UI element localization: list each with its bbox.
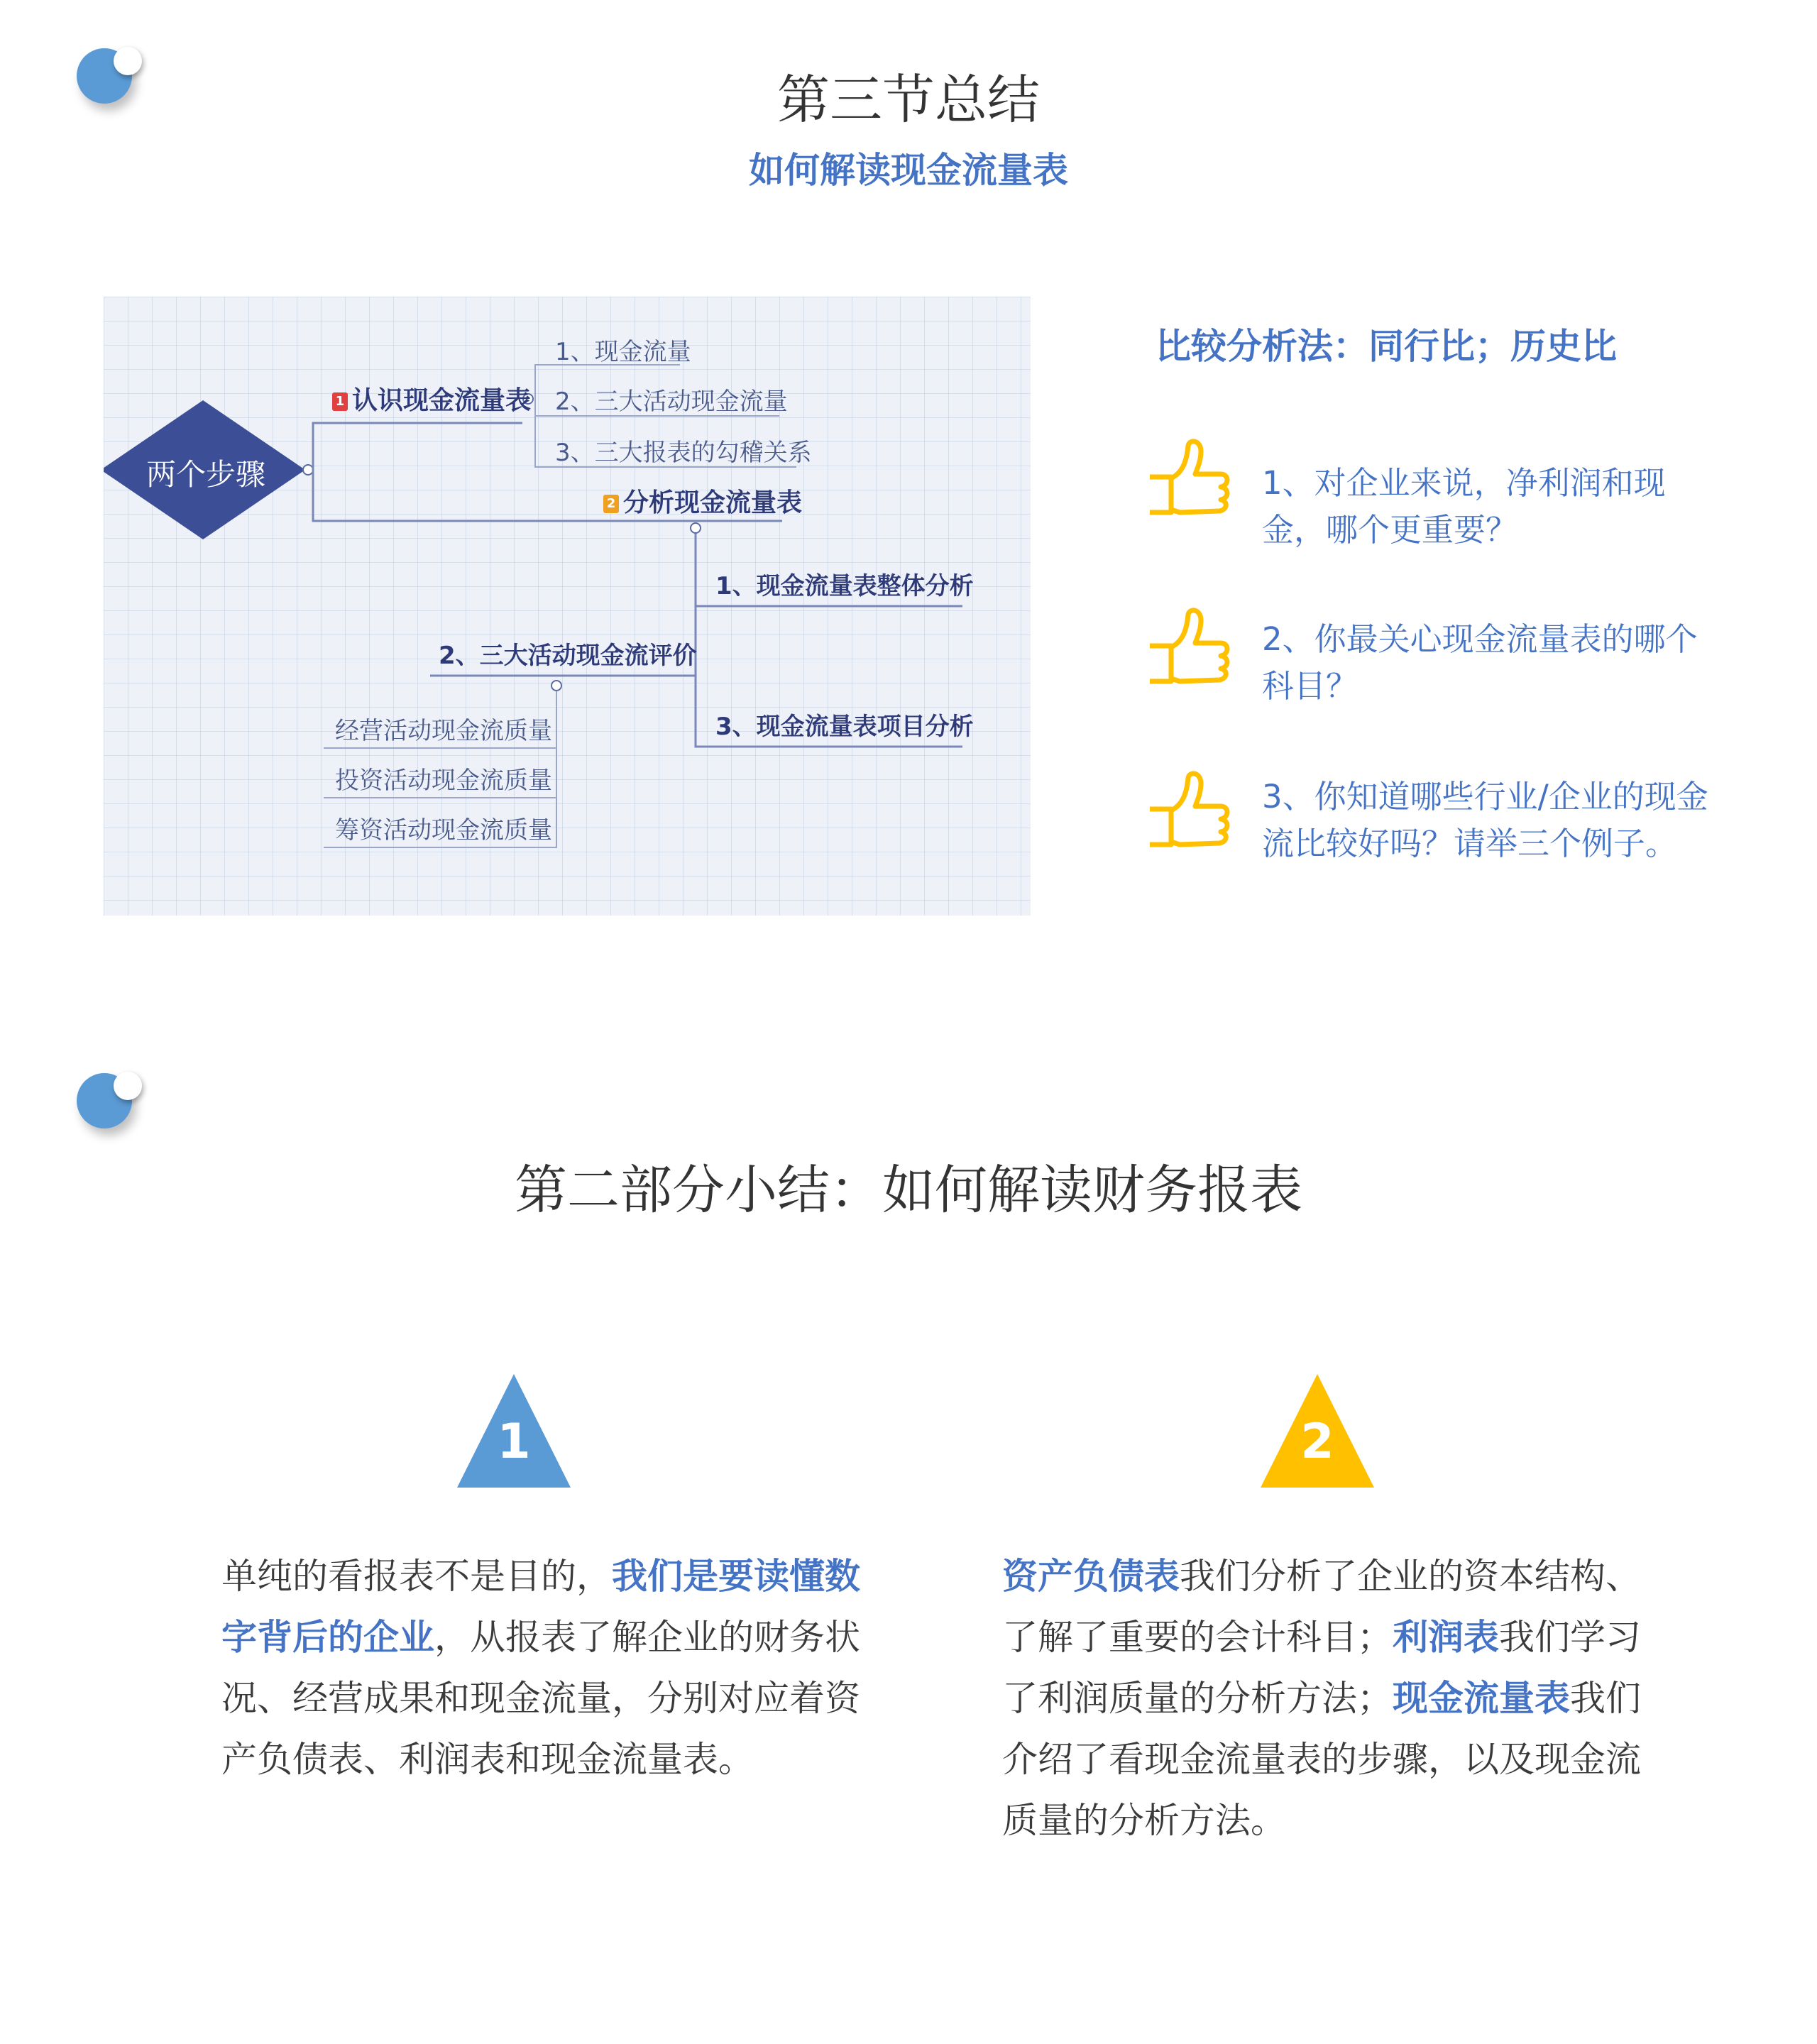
question-3: 3、你知道哪些行业/企业的现金流比较好吗？请举三个例子。 bbox=[1262, 778, 1708, 862]
branch2-sub-item: 投资活动现金流质量 bbox=[335, 766, 552, 795]
item1-number: 1 bbox=[497, 1414, 531, 1470]
branch2-item: 2、三大活动现金流评价 bbox=[439, 642, 697, 670]
summary-paragraph-2: 资产负债表我们分析了企业的资本结构、了解了重要的会计科目；利润表我们学习了利润质量的分析方法；现金流量表我们介绍了看现金流量表的步骤，以及现金流质量的分析方法。 bbox=[1002, 1556, 1641, 1841]
branch1-label: 1 认识现金流量表 bbox=[332, 380, 531, 417]
section1-subtitle: 如何解读现金流量表 bbox=[749, 150, 1068, 191]
item2-number: 2 bbox=[1300, 1414, 1334, 1470]
branch2-item: 3、现金流量表项目分析 bbox=[715, 713, 974, 741]
summary-paragraph-1: 单纯的看报表不是目的，我们是要读懂数字背后的企业，从报表了解企业的财务状况、经营成果和现金流量，分别对应着资产负债表、利润表和现金流量表。 bbox=[221, 1556, 860, 1780]
branch2-item: 1、现金流量表整体分析 bbox=[715, 572, 974, 600]
bubble-decoration-icon bbox=[77, 1073, 141, 1137]
branch1-item: 3、三大报表的勾稽关系 bbox=[555, 439, 812, 467]
branch1-item: 1、现金流量 bbox=[555, 338, 691, 366]
section1-title: 第三节总结 bbox=[777, 70, 1040, 131]
mind-map bbox=[104, 297, 1031, 916]
mind-map-center: 两个步骤 bbox=[146, 457, 266, 492]
compare-title: 比较分析法：同行比；历史比 bbox=[1155, 326, 1617, 367]
question-2: 2、你最关心现金流量表的哪个科目？ bbox=[1262, 620, 1698, 705]
question-1: 1、对企业来说，净利润和现金，哪个更重要？ bbox=[1262, 464, 1666, 549]
thumbs-up-icon bbox=[1143, 433, 1235, 525]
branch2-sub-item: 经营活动现金流质量 bbox=[335, 717, 552, 745]
branch2-label: 2 分析现金流量表 bbox=[603, 483, 802, 519]
branch2-badge: 2 bbox=[603, 495, 619, 513]
thumbs-up-icon bbox=[1143, 765, 1235, 857]
branch1-badge: 1 bbox=[332, 392, 348, 411]
thumbs-up-icon bbox=[1143, 602, 1235, 694]
branch1-item: 2、三大活动现金流量 bbox=[555, 388, 788, 416]
section2-title: 第二部分小结：如何解读财务报表 bbox=[515, 1160, 1302, 1221]
branch2-sub-item: 筹资活动现金流质量 bbox=[335, 816, 552, 845]
